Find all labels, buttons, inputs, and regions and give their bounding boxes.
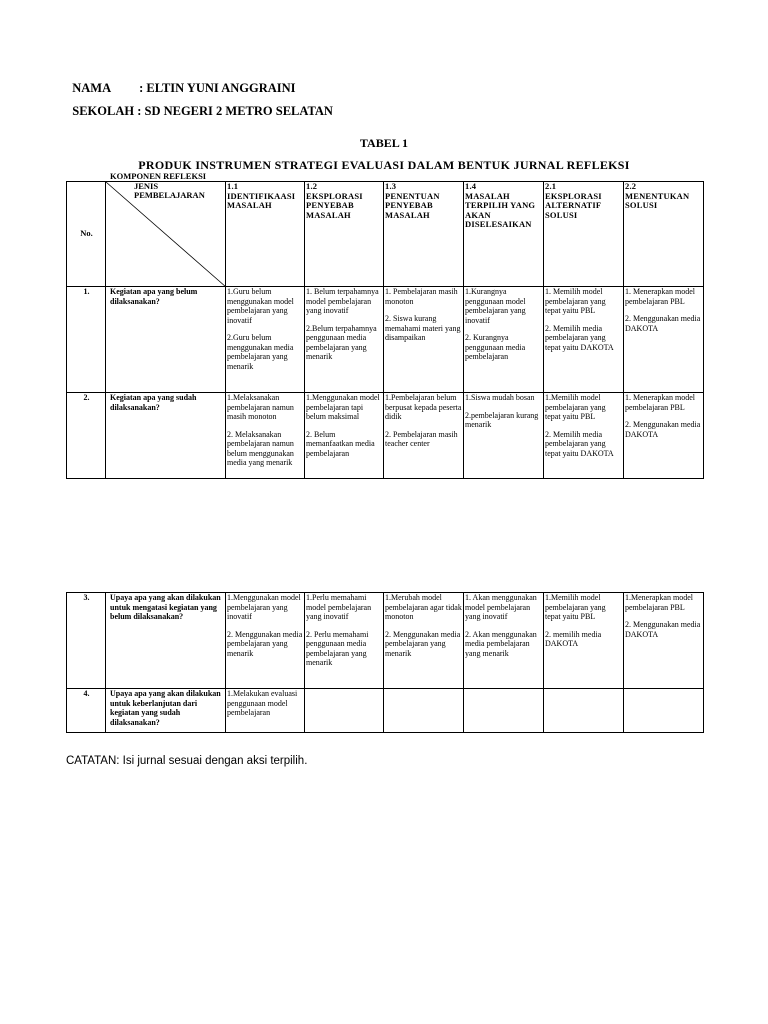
table-cell [384,393,464,479]
cell-item: 1.Pembelajaran belum berpusat kepada peserta didik [385,393,462,421]
footer-note: CATATAN: Isi jurnal sesuai dengan aksi terpilih. [66,755,308,767]
column-header-1-2: 1.2 EKSPLORASI PENYEBAB MASALAH [305,182,384,287]
table-cell [464,287,544,393]
table-cell [544,689,624,733]
sekolah-line [66,89,333,119]
column-header-1-1: 1.1 IDENTIFIKAASI MASALAH [226,182,305,287]
cell-item: 1. Akan menggunakan model pembelajaran yang inovatif [465,593,537,621]
table-cell [384,287,464,393]
table-cell [384,689,464,733]
table-cell [464,689,544,733]
table-cell [226,593,305,689]
cell-item: 1. Memilih model pembelajaran yang tepat yaitu PBL [545,287,606,315]
table-cell [544,287,624,393]
table-cell [624,689,704,733]
cell-item: 2. Memilih media pembelajaran yang tepat yaitu DAKOTA [545,429,614,458]
row-question: Kegiatan apa yang sudah dilaksanakan? [106,393,226,479]
cell-item: 2.Belum terpahamnya penggunaan media pembelajaran yang menarik [306,323,377,361]
column-header-2-2: 2.2 MENENTUKAN SOLUSI [624,182,704,287]
cell-item: 1.Memilih model pembelajaran yang tepat yaitu PBL [545,393,606,421]
cell-item: 1.Menerapkan model pembelajaran PBL [625,593,693,612]
cell-item: 2. Memilih media pembelajaran yang tepat yaitu DAKOTA [545,323,614,352]
cell-item: 1. Pembelajaran masih monoton [385,287,458,306]
column-header-1-3: 1.3 PENENTUAN PENYEBAB MASALAH [384,182,464,287]
cell-item: 2. Menggunakan media pembelajaran yang menarik [385,629,461,658]
table-row [67,593,704,689]
row-question: Upaya apa yang akan dilakukan untuk keberlanjutan dari kegiatan yang sudah dilaksanakan? [106,689,226,733]
nama-label: NAMA [72,81,112,95]
table-cell [226,287,305,393]
cell-item: 1. Menerapkan model pembelajaran PBL [625,393,695,412]
header-row [67,182,704,287]
row-question: Kegiatan apa yang belum dilaksanakan? [106,287,226,393]
cell-item: 2. Perlu memahami penggunaan media pembelajaran yang menarik [306,629,369,667]
table-cell [226,689,305,733]
cell-item: 1.Merubah model pembelajaran agar tidak monoton [385,593,462,621]
cell-item: 1.Siswa mudah bosan [465,393,535,402]
cell-item: 2. memilih media DAKOTA [545,629,602,648]
cell-item: 2. Menggunakan media pembelajaran yang menarik [227,629,303,658]
table-cell [464,593,544,689]
table-cell [624,287,704,393]
journal-table-part2 [66,592,704,733]
table-cell [624,593,704,689]
cell-item: 1.Menggunakan model pembelajaran yang inovatif [227,593,301,621]
table-cell [305,689,384,733]
cell-item: 1. Belum terpahamnya model pembelajaran yang inovatif [306,287,379,315]
diagonal-header-cell [106,170,226,287]
sekolah-label: SEKOLAH [72,104,135,118]
cell-item: 1.Melakukan evaluasi penggunaan model pembelajaran [227,689,298,717]
row-number: 1. [67,287,106,393]
cell-item: 1.Melaksanakan pembelajaran namun masih monoton [227,393,294,421]
cell-item: 2. Menggunakan media DAKOTA [625,420,701,439]
column-header-2-1: 2.1 EKSPLORASI ALTERNATIF SOLUSI [544,182,624,287]
cell-item: 2. Siswa kurang memahami materi yang disampaikan [385,314,461,342]
cell-item: 2.Guru belum menggunakan media pembelajaran yang menarik [227,333,294,371]
table-cell [305,287,384,393]
row-number: 2. [67,393,106,479]
cell-item: 2. Kurangnya penggunaan media pembelajaran [465,333,526,361]
cell-item: 2.pembelajaran kurang menarik [465,410,539,429]
table-cell [544,393,624,479]
main-title: PRODUK INSTRUMEN STRATEGI EVALUASI DALAM BENTUK JURNAL REFLEKSI [138,158,630,172]
row-number: 4. [67,689,106,733]
cell-item: 1.Guru belum menggunakan model pembelajaran yang inovatif [227,287,294,325]
cell-item: 1.Menggunakan model pembelajaran tapi belum maksimal [306,393,380,421]
table-number: TABEL 1 [359,136,409,150]
table-cell [464,393,544,479]
cell-item: 1.Kurangnya penggunaan model pembelajaran yang inovatif [465,287,526,325]
table-cell [226,393,305,479]
no-header: No. [67,182,106,287]
table-row [67,393,704,479]
column-header-1-4: 1.4 MASALAH TERPILIH YANG AKAN DISELESAIKAN [464,182,544,287]
cell-item: 2. Menggunakan media DAKOTA [625,620,701,639]
table-cell [305,393,384,479]
nama-value: : ELTIN YUNI ANGGRAINI [139,81,296,95]
cell-item: 1.Memilih model pembelajaran yang tepat yaitu PBL [545,593,606,621]
diag-top-label: JENIS PEMBELAJARAN [134,181,205,200]
row-question: Upaya apa yang akan dilakukan untuk mengatasi kegiatan yang belum dilaksanakan? [106,593,226,689]
cell-item: 2. Menggunakan media DAKOTA [625,314,701,333]
sekolah-value: : SD NEGERI 2 METRO SELATAN [137,104,333,118]
diag-bottom-label: KOMPONEN REFLEKSI [110,170,207,181]
journal-table-part1 [66,170,704,479]
cell-item: 2. Pembelajaran masih teacher center [385,429,458,448]
cell-item: 2. Akan menggunakan media pembelajaran yang menarik [465,629,537,658]
cell-item: 1. Menerapkan model pembelajaran PBL [625,287,695,306]
table-row [67,689,704,733]
table-cell [624,393,704,479]
table-cell [305,593,384,689]
cell-item: 2. Melaksanakan pembelajaran namun belum menggunakan media yang menarik [227,429,294,467]
cell-item: 1.Perlu memahami model pembelajaran yang inovatif [306,593,372,621]
table-cell [384,593,464,689]
cell-item: 2. Belum memanfaatkan media pembelajaran [306,429,375,458]
table-row [67,287,704,393]
row-number: 3. [67,593,106,689]
table-cell [544,593,624,689]
